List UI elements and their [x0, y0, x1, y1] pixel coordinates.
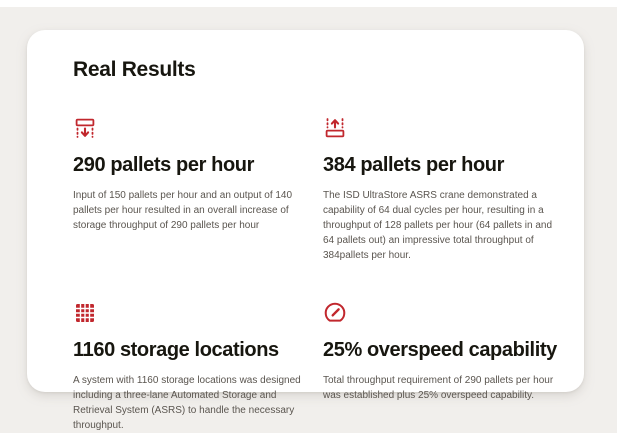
pallets-in-icon	[73, 116, 313, 140]
section-title: Real Results	[73, 58, 196, 81]
stat-description: A system with 1160 storage locations was designed including a three-lane Automated Storage and Retrieval System (ASRS) to handle the necessary throughput.	[73, 375, 301, 431]
pallets-out-icon	[323, 116, 563, 140]
stat-description: Total throughput requirement of 290 pallets per hour was established plus 25% overspeed capability.	[323, 375, 554, 401]
stat-description: The ISD UltraStore ASRS crane demonstrated a capability of 64 dual cycles per hour, resulting in a throughput of 128 pallets per hour (64 pallets in and 64 pallets out) an impressive total throughput of 384pallets per hour.	[323, 190, 553, 261]
real-results-card	[27, 30, 584, 431]
stat-card-storage-locations	[73, 301, 323, 433]
stat-value: 25% overspeed capability	[323, 339, 557, 361]
stats-grid	[73, 116, 572, 433]
storage-grid-icon	[73, 301, 313, 325]
top-strip	[0, 0, 617, 7]
stat-description: Input of 150 pallets per hour and an output of 140 pallets per hour resulted in an overall increase of storage throughput of 290 pallets per hour	[73, 190, 293, 231]
stat-card-throughput-in	[73, 116, 323, 263]
stat-card-throughput-out	[323, 116, 573, 263]
stat-card-overspeed	[323, 301, 573, 433]
stat-value: 384 pallets per hour	[323, 154, 504, 176]
overspeed-gauge-icon	[323, 301, 563, 325]
stat-value: 1160 storage locations	[73, 339, 279, 361]
stat-value: 290 pallets per hour	[73, 154, 254, 176]
